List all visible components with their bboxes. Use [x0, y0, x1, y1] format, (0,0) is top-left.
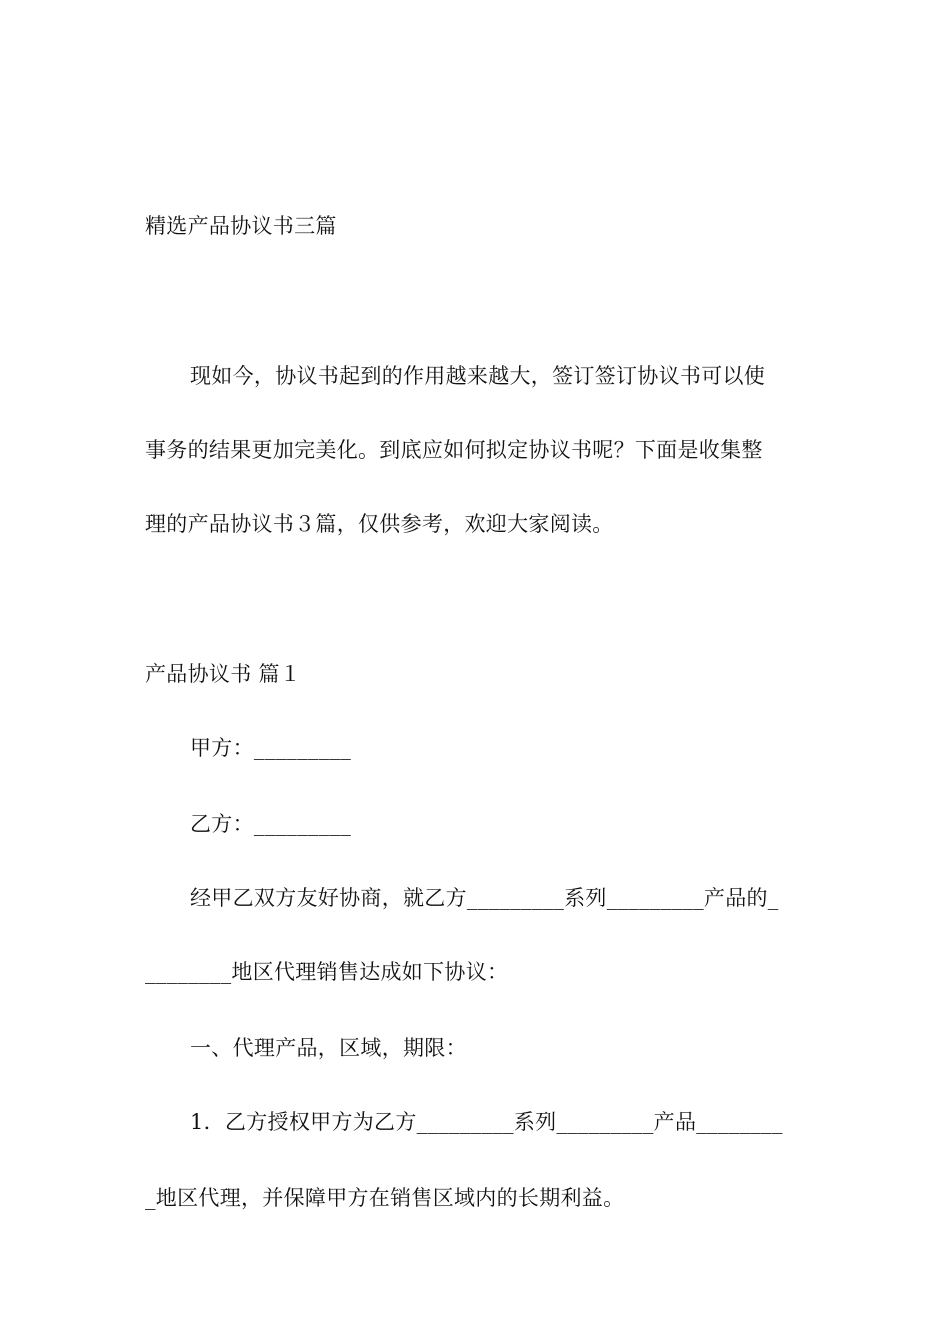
clause-1-line-2: _地区代理，并保障甲方在销售区域内的长期利益。: [145, 1186, 625, 1210]
clause-heading: 一、代理产品，区域，期限：: [190, 1036, 467, 1060]
agreement-line-2: ________地区代理销售达成如下协议：: [145, 960, 509, 984]
document-title: 精选产品协议书三篇: [145, 214, 337, 238]
agreement-line-1: 经甲乙双方友好协商，就乙方_________系列_________产品的_: [190, 886, 779, 910]
clause-1-line-1: 1．乙方授权甲方为乙方_________系列_________产品________: [190, 1110, 783, 1134]
section-heading: 产品协议书 篇１: [145, 662, 302, 686]
intro-line-2: 事务的结果更加完美化。到底应如何拟定协议书呢？下面是收集整: [145, 438, 763, 462]
party-a-line: 甲方：_________: [190, 736, 352, 760]
intro-line-3: 理的产品协议书３篇，仅供参考，欢迎大家阅读。: [145, 512, 614, 536]
party-b-line: 乙方：_________: [190, 812, 352, 836]
intro-line-1: 现如今，协议书起到的作用越来越大，签订签订协议书可以使: [190, 364, 766, 388]
